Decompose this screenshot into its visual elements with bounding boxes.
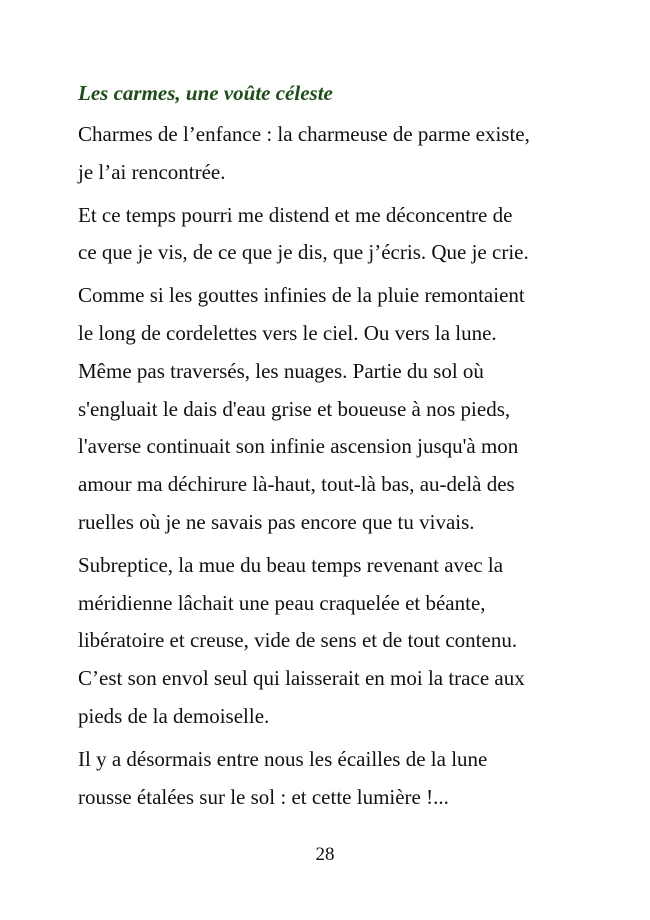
text-line: je l’ai rencontrée. [78,159,226,184]
text-line: Comme si les gouttes infinies de la pluie remontaient [78,283,525,308]
text-line: Et ce temps pourri me distend et me déconcentre de [78,202,513,227]
text-line: C’est son envol seul qui laisserait en moi la trace aux [78,666,525,691]
text-line: Il y a désormais entre nous les écailles de la lune [78,746,488,771]
text-line: libératoire et creuse, vide de sens et de tout contenu. [78,628,518,653]
page-content [78,76,578,821]
page-number: 28 [315,844,335,865]
page-title: Les carmes, une voûte céleste [78,81,333,105]
text-line: s'engluait le dais d'eau grise et boueuse à nos pieds, [78,396,511,421]
text-line: ce que je vis, de ce que je dis, que j’écris. Que je crie. [78,240,529,265]
paragraph [78,741,578,817]
text-line: ruelles où je ne savais pas encore que tu vivais. [78,509,475,534]
text-line: pieds de la demoiselle. [78,703,270,728]
text-line: amour ma déchirure là-haut, tout-là bas, au-delà des [78,472,515,497]
paragraph [78,197,578,273]
text-line: le long de cordelettes vers le ciel. Ou vers la lune. [78,320,497,345]
text-line: Charmes de l’enfance : la charmeuse de parme existe, [78,122,530,146]
text-line: l'averse continuait son infinie ascension jusqu'à mon [78,434,519,459]
text-line: Subreptice, la mue du beau temps revenant avec la [78,552,504,577]
text-line: Même pas traversés, les nuages. Partie du sol où [78,358,484,383]
paragraph [78,116,578,192]
text-line: rousse étalées sur le sol : et cette lumière !... [78,784,449,809]
paragraph [78,277,578,542]
paragraph [78,547,578,736]
text-line: méridienne lâchait une peau craquelée et béante, [78,590,486,615]
